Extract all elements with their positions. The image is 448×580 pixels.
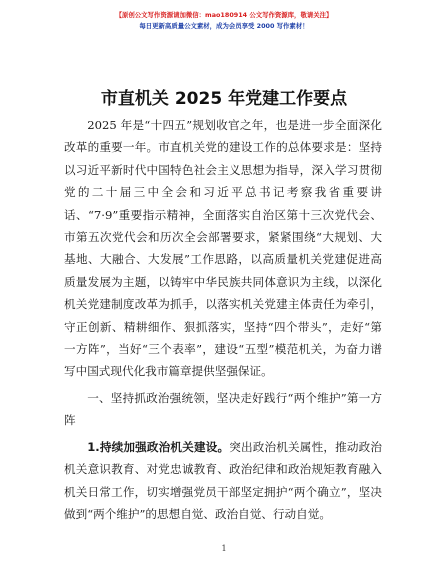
item-lead: 持续加强政治机关建设。 xyxy=(99,439,230,454)
section-heading: 一、坚持抓政治强统领，坚决走好践行“两个维护”第一方阵 xyxy=(64,390,382,428)
item-text: 突出政治机关属性，推动政治机关意识教育、对党忠诚教育、政治纪律和政治规矩教育融入机关日常工作，切实增强党员干部坚定拥护“两个确立”，坚决做到“两个维护”的思想自觉、政治自觉、行动自觉。 xyxy=(64,439,382,521)
item-number: 1. xyxy=(87,439,100,454)
page-number: 1 xyxy=(221,544,227,553)
document-body xyxy=(64,114,382,525)
document-title: 市直机关 2025 年党建工作要点 xyxy=(100,89,348,109)
promo-banner-line-1: 【原创公文写作资源请加微信：mao180914 公文写作资源库，敬请关注】 xyxy=(115,11,333,19)
item-paragraph-1 xyxy=(64,436,382,526)
promo-banner-line-2: 每日更新高质量公文素材，成为会员享受 2000 写作素材！ xyxy=(139,22,309,30)
intro-paragraph: 2025 年是“十四五”规划收官之年，也是进一步全面深化改革的重要一年。市直机关党的建设工作的总体要求是：坚持以习近平新时代中国特色社会主义思想为指导，深入学习贯彻党的二十届三中全会和习近平总书记考察我省重要讲话、“7·9”重要指示精神，全面落实自治区第十三次党代会、市第五次党代会和历次全会部署要求，紧紧围绕“大规划、大基地、大融合、大发展”工作思路，以高质量机关党建促进高质量发展为主题，以铸牢中华民族共同体意识为主线，以深化机关党建制度改革为抓手，以落实机关党建主体责任为牵引，守正创新、精耕细作、狠抓落实，坚持“四个带头”，走好“第一方阵”，当好“三个表率”，建设“五型”模范机关，为奋力谱写中国式现代化我市篇章提供坚强保证。 xyxy=(64,118,382,379)
